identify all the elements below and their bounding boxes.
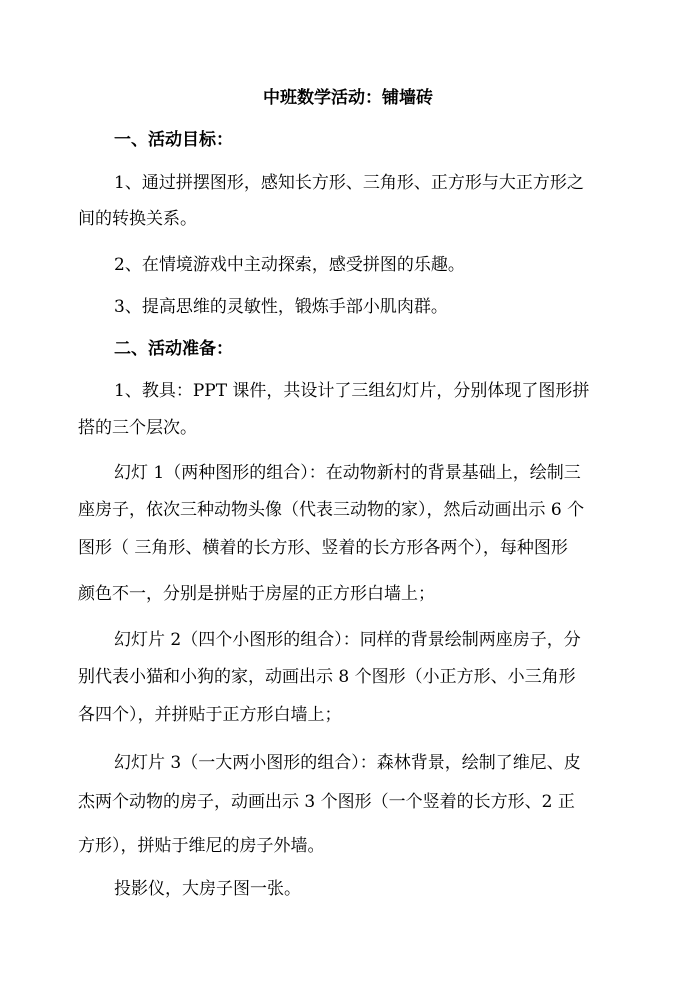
goal-1-line-2: 间的转换关系。 — [78, 209, 197, 229]
goal-1-line-1: 1、通过拼摆图形，感知长方形、三角形、正方形与大正方形之 — [114, 173, 584, 193]
slide-3-line-3: 方形），拼贴于维尼的房子外墙。 — [78, 836, 325, 856]
section-heading-preparation: 二、活动准备： — [114, 339, 233, 359]
prep-1-line-2: 搭的三个层次。 — [78, 418, 197, 438]
slide-3-line-2: 杰两个动物的房子，动画出示 3 个图形（一个竖着的长方形、2 正 — [78, 792, 575, 812]
prep-1-line-1: 1、教具：PPT 课件，共设计了三组幻灯片，分别体现了图形拼 — [114, 381, 590, 401]
goal-3: 3、提高思维的灵敏性，锻炼手部小肌肉群。 — [114, 297, 448, 317]
document-title: 中班数学活动：铺墙砖 — [263, 88, 433, 108]
section-heading-goals: 一、活动目标： — [114, 130, 233, 150]
slide-2-line-3: 各四个），并拼贴于正方形白墙上； — [78, 705, 342, 725]
slide-2-line-1: 幻灯片 2（四个小图形的组合）：同样的背景绘制两座房子，分 — [114, 630, 581, 650]
slide-1-line-4: 颜色不一，分别是拼贴于房屋的正方形白墙上； — [78, 584, 435, 604]
slide-1-line-2: 座房子，依次三种动物头像（代表三动物的家），然后动画出示 6 个 — [78, 500, 585, 520]
slide-1-line-3: 图形（ 三角形、横着的长方形、竖着的长方形各两个），每种图形 — [78, 538, 568, 558]
slide-3-line-1: 幻灯片 3（一大两小图形的组合）：森林背景，绘制了维尼、皮 — [114, 753, 581, 773]
slide-1-line-1: 幻灯 1（两种图形的组合）：在动物新村的背景基础上，绘制三 — [114, 463, 581, 483]
goal-2: 2、在情境游戏中主动探索，感受拼图的乐趣。 — [114, 255, 465, 275]
projector-line: 投影仪，大房子图一张。 — [114, 879, 301, 899]
slide-2-line-2: 别代表小猫和小狗的家，动画出示 8 个图形（小正方形、小三角形 — [78, 667, 576, 687]
